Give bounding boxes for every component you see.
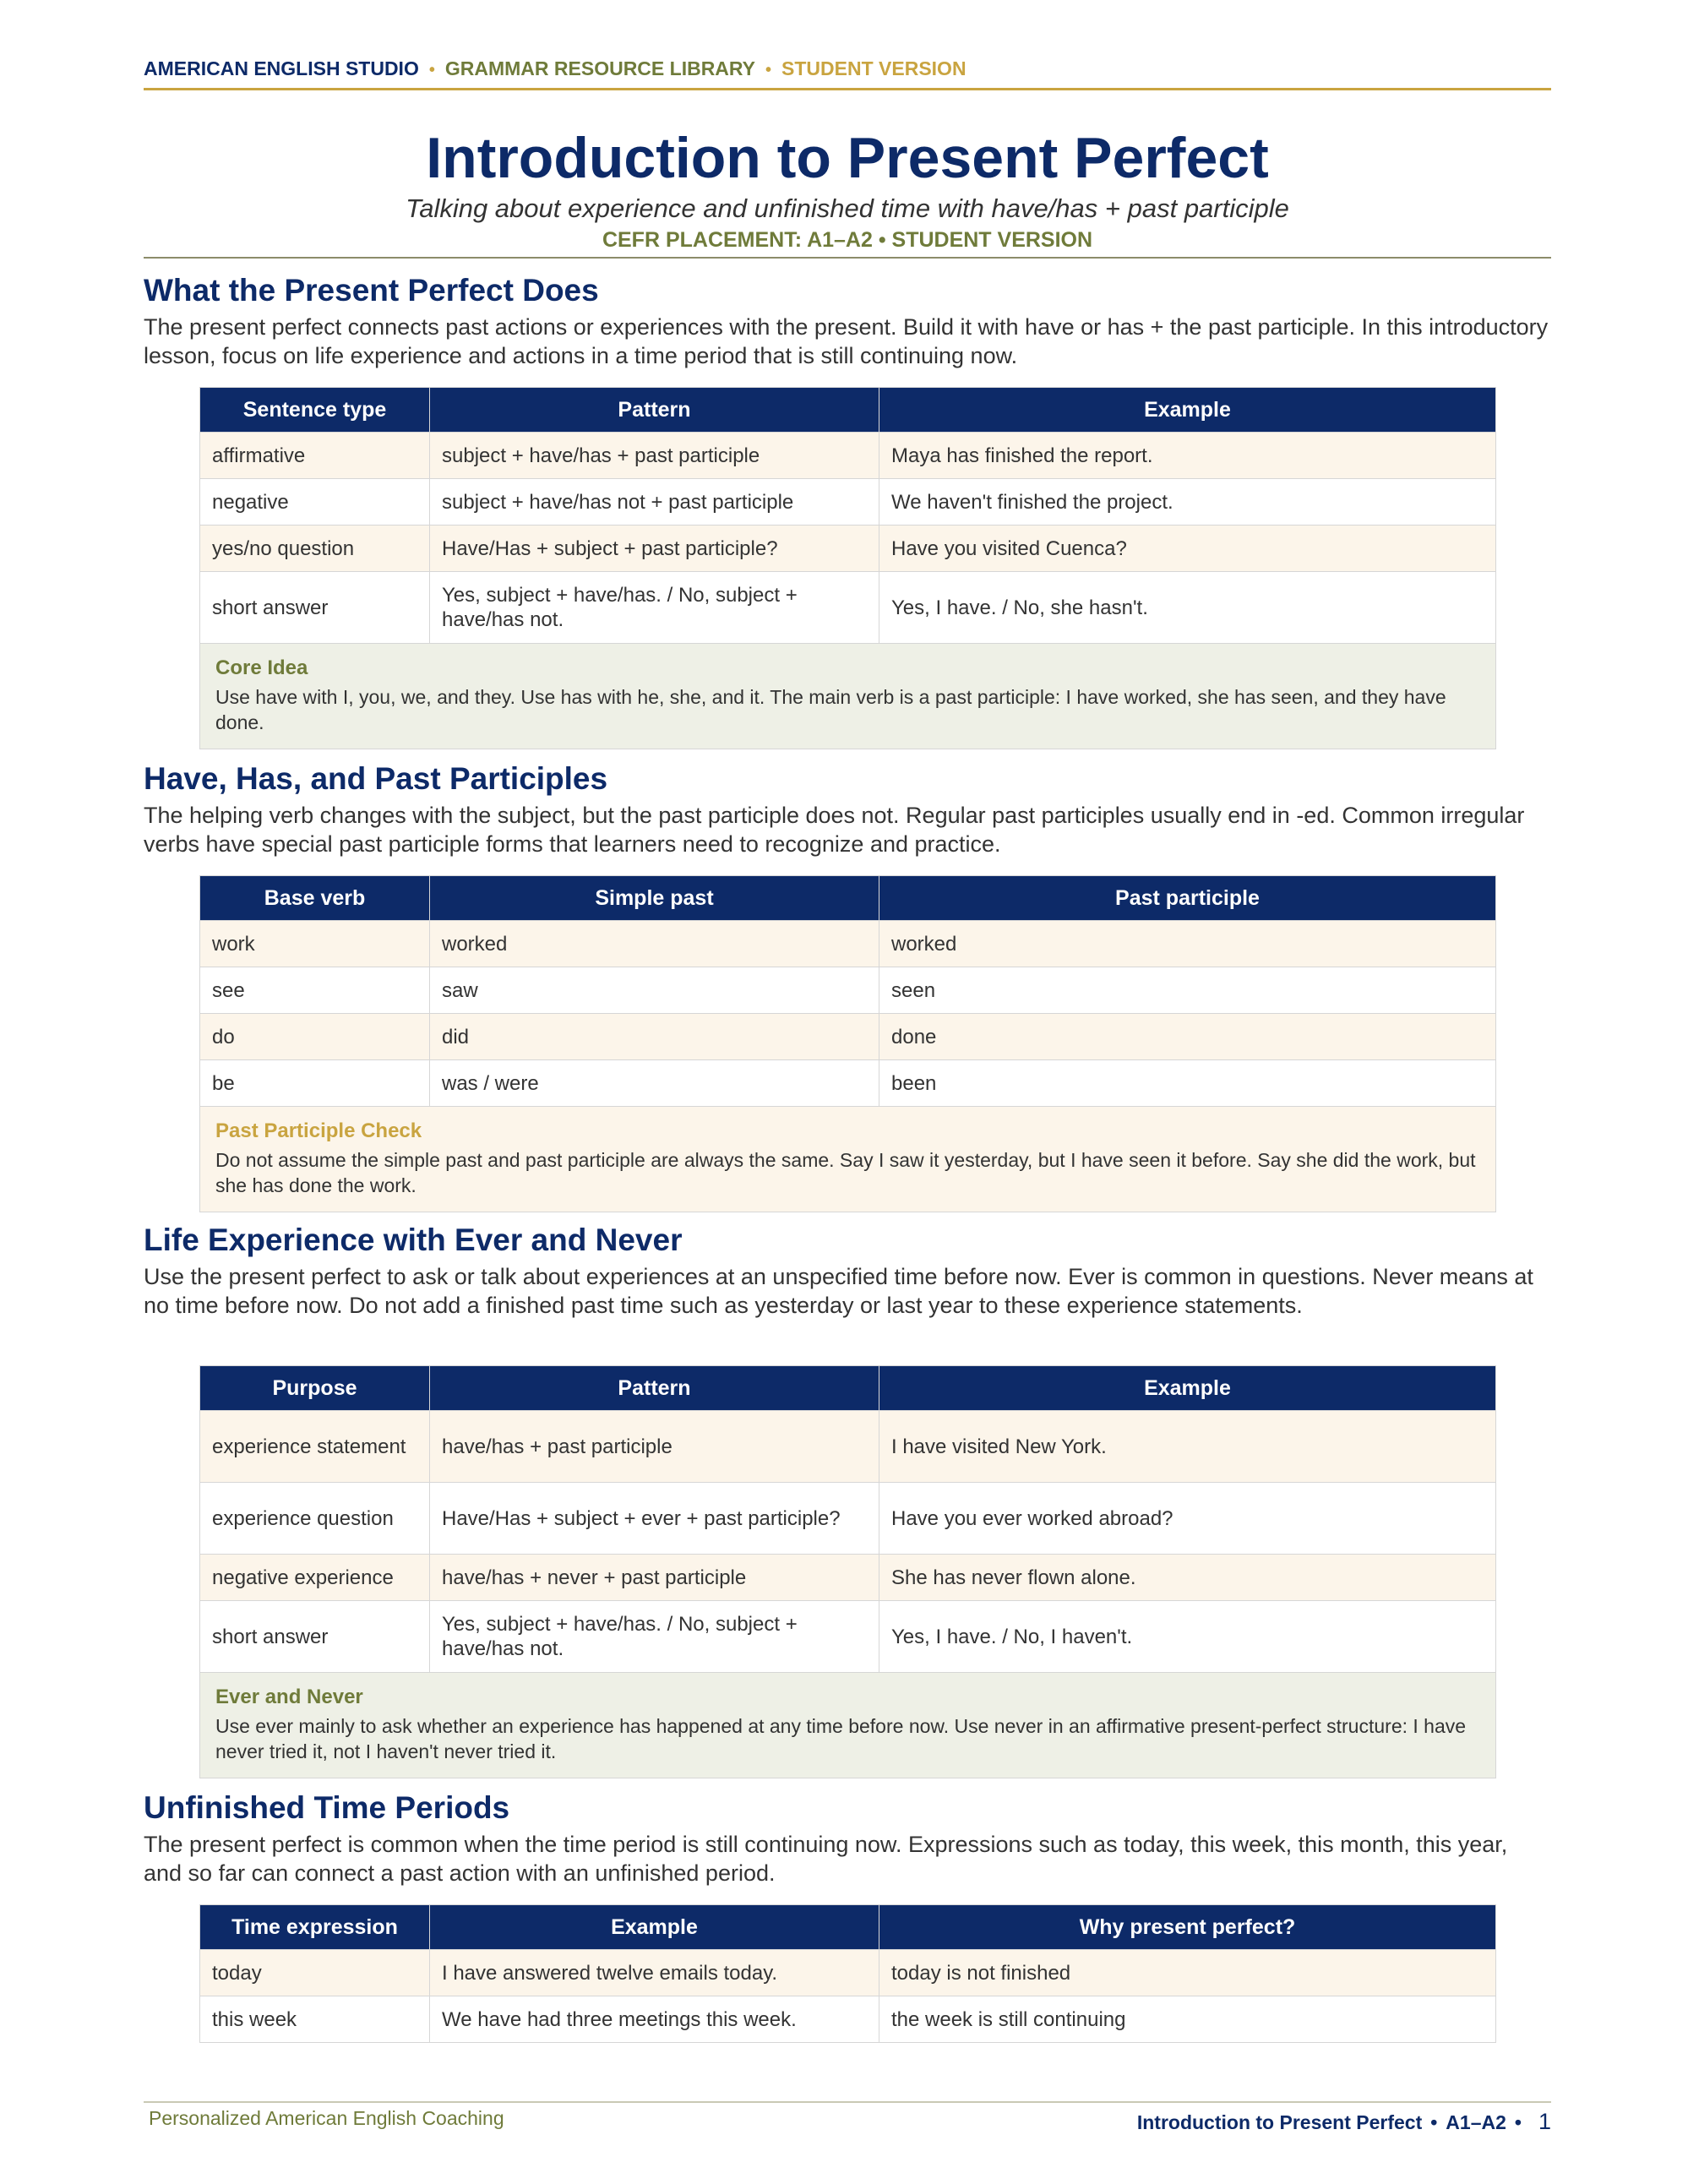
table-cell: been — [879, 1060, 1496, 1107]
table-cell: Yes, I have. / No, she hasn't. — [879, 572, 1496, 644]
running-head-separator: • — [428, 61, 435, 79]
table-cell: I have visited New York. — [879, 1411, 1496, 1483]
running-head-library: GRAMMAR RESOURCE LIBRARY — [444, 57, 756, 79]
table-cell: negative experience — [200, 1555, 430, 1601]
table-cell: I have answered twelve emails today. — [430, 1950, 879, 1996]
column-header: Sentence type — [200, 388, 430, 433]
table-row — [200, 479, 1496, 526]
table-cell: yes/no question — [200, 526, 430, 572]
table-row — [200, 1601, 1496, 1673]
section-ever-never — [144, 1222, 1551, 1762]
table-row — [200, 433, 1496, 479]
table-cell: short answer — [200, 572, 430, 644]
table-cell: worked — [879, 921, 1496, 967]
table-cell: this week — [200, 1996, 430, 2043]
table-cell: did — [430, 1014, 879, 1060]
page-title: Introduction to Present Perfect — [426, 126, 1269, 190]
column-header: Purpose — [200, 1366, 430, 1411]
note-body: Do not assume the simple past and past participle are always the same. Say I saw it yesterday, but I have seen it before. Say she did the work, but she has done the work. — [215, 1149, 1476, 1196]
section-have-has-participles — [144, 760, 1551, 1196]
column-header: Simple past — [430, 876, 879, 921]
table-row — [200, 1483, 1496, 1555]
note-title: Ever and Never — [215, 1686, 363, 1708]
table-cell: have/has + past participle — [430, 1411, 879, 1483]
note-row — [200, 644, 1496, 749]
table-row — [200, 526, 1496, 572]
footer-title: Introduction to Present Perfect — [1136, 2111, 1423, 2133]
note-title: Past Participle Check — [215, 1119, 422, 1142]
participle-check-note — [200, 1107, 1496, 1212]
table-cell: Yes, subject + have/has. / No, subject + have/has not. — [430, 572, 879, 644]
footer-separator: • — [1430, 2111, 1438, 2133]
table-cell: Have/Has + subject + ever + past participle? — [430, 1483, 879, 1555]
table-row — [200, 1555, 1496, 1601]
column-header: Pattern — [430, 388, 879, 433]
table-header-row — [200, 876, 1496, 921]
page-subtitle: Talking about experience and unfinished time with have/has + past participle — [406, 193, 1289, 223]
time-expression-table — [199, 1904, 1496, 2043]
table-row — [200, 1060, 1496, 1107]
cefr-placement: CEFR PLACEMENT: A1–A2 • STUDENT VERSION — [602, 228, 1093, 252]
note-title: Core Idea — [215, 656, 308, 679]
table-cell: was / were — [430, 1060, 879, 1107]
footer-running-title — [1137, 2109, 1551, 2135]
note-row — [200, 1107, 1496, 1212]
running-head-brand: AMERICAN ENGLISH STUDIO — [144, 57, 419, 79]
table-cell: seen — [879, 967, 1496, 1014]
table-cell: We have had three meetings this week. — [430, 1996, 879, 2043]
experience-table — [199, 1365, 1496, 1778]
table-cell: see — [200, 967, 430, 1014]
running-head — [144, 57, 1551, 80]
table-row — [200, 572, 1496, 644]
table-header-row — [200, 388, 1496, 433]
table-cell: today — [200, 1950, 430, 1996]
table-cell: saw — [430, 967, 879, 1014]
table-cell: Have/Has + subject + past participle? — [430, 526, 879, 572]
section-intro: The present perfect connects past actions or experiences with the present. Build it with have or has + the past participle. In this introductory lesson, focus on life experience and actions in a time period that is still continuing now. — [144, 314, 1549, 368]
section-heading: Life Experience with Ever and Never — [144, 1223, 683, 1257]
table-header-row — [200, 1366, 1496, 1411]
core-idea-note — [200, 644, 1496, 749]
table-cell: work — [200, 921, 430, 967]
section-heading: Unfinished Time Periods — [144, 1790, 510, 1825]
section-intro: Use the present perfect to ask or talk about experiences at an unspecified time before now. Ever is common in questions. Never means at no time before now. Do not add a finished past time such as yesterday or last year to these experience statements. — [144, 1264, 1533, 1318]
column-header: Base verb — [200, 876, 430, 921]
table-cell: done — [879, 1014, 1496, 1060]
column-header: Pattern — [430, 1366, 879, 1411]
running-head-separator: • — [765, 61, 772, 79]
table-cell: subject + have/has + past participle — [430, 433, 879, 479]
table-row — [200, 967, 1496, 1014]
table-cell: Yes, I have. / No, I haven't. — [879, 1601, 1496, 1673]
table-cell: Yes, subject + have/has. / No, subject + have/has not. — [430, 1601, 879, 1673]
section-intro: The present perfect is common when the time period is still continuing now. Expressions such as today, this week, this month, this year, and so far can connect a past action with an unfinished period. — [144, 1832, 1508, 1886]
note-body: Use have with I, you, we, and they. Use has with he, she, and it. The main verb is a past participle: I have worked, she has seen, and they have done. — [215, 686, 1446, 733]
table-cell: experience question — [200, 1483, 430, 1555]
table-cell: She has never flown alone. — [879, 1555, 1496, 1601]
table-cell: Have you visited Cuenca? — [879, 526, 1496, 572]
table-cell: worked — [430, 921, 879, 967]
table-row — [200, 1014, 1496, 1060]
table-cell: do — [200, 1014, 430, 1060]
table-cell: Maya has finished the report. — [879, 433, 1496, 479]
table-row — [200, 1411, 1496, 1483]
table-cell: affirmative — [200, 433, 430, 479]
column-header: Example — [430, 1905, 879, 1950]
table-cell: experience statement — [200, 1411, 430, 1483]
section-heading: Have, Has, and Past Participles — [144, 761, 608, 796]
column-header: Example — [879, 1366, 1496, 1411]
section-heading: What the Present Perfect Does — [144, 273, 599, 308]
column-header: Past participle — [879, 876, 1496, 921]
table-cell: Have you ever worked abroad? — [879, 1483, 1496, 1555]
table-cell: today is not finished — [879, 1950, 1496, 1996]
footer-level: A1–A2 — [1446, 2111, 1506, 2133]
sentence-type-table — [199, 387, 1496, 749]
table-cell: the week is still continuing — [879, 1996, 1496, 2043]
table-row — [200, 1996, 1496, 2043]
table-cell: be — [200, 1060, 430, 1107]
note-body: Use ever mainly to ask whether an experience has happened at any time before now. Use never in an affirmative present-perfect structure: I have never tried it, not I haven't never tried it. — [215, 1715, 1467, 1762]
footer-tagline: Personalized American English Coaching — [149, 2107, 504, 2129]
table-header-row — [200, 1905, 1496, 1950]
participle-table — [199, 875, 1496, 1212]
section-unfinished-time — [144, 1789, 1551, 2031]
table-cell: We haven't finished the project. — [879, 479, 1496, 526]
header-rule — [144, 88, 1551, 90]
note-row — [200, 1673, 1496, 1778]
table-cell: subject + have/has not + past participle — [430, 479, 879, 526]
column-header: Why present perfect? — [879, 1905, 1496, 1950]
column-header: Example — [879, 388, 1496, 433]
column-header: Time expression — [200, 1905, 430, 1950]
ever-never-note — [200, 1673, 1496, 1778]
footer-rule — [144, 2101, 1551, 2103]
table-row — [200, 921, 1496, 967]
table-cell: short answer — [200, 1601, 430, 1673]
section-intro: The helping verb changes with the subject, but the past participle does not. Regular past participles usually end in -ed. Common irregular verbs have special past participle forms that learners need to recognize and practice. — [144, 803, 1525, 857]
title-rule — [144, 257, 1551, 259]
table-cell: have/has + never + past participle — [430, 1555, 879, 1601]
table-cell: negative — [200, 479, 430, 526]
table-row — [200, 1950, 1496, 1996]
page-number: 1 — [1538, 2109, 1551, 2134]
running-head-version: STUDENT VERSION — [781, 57, 967, 79]
section-what-present-perfect-does — [144, 272, 1551, 733]
footer-separator: • — [1514, 2111, 1522, 2133]
